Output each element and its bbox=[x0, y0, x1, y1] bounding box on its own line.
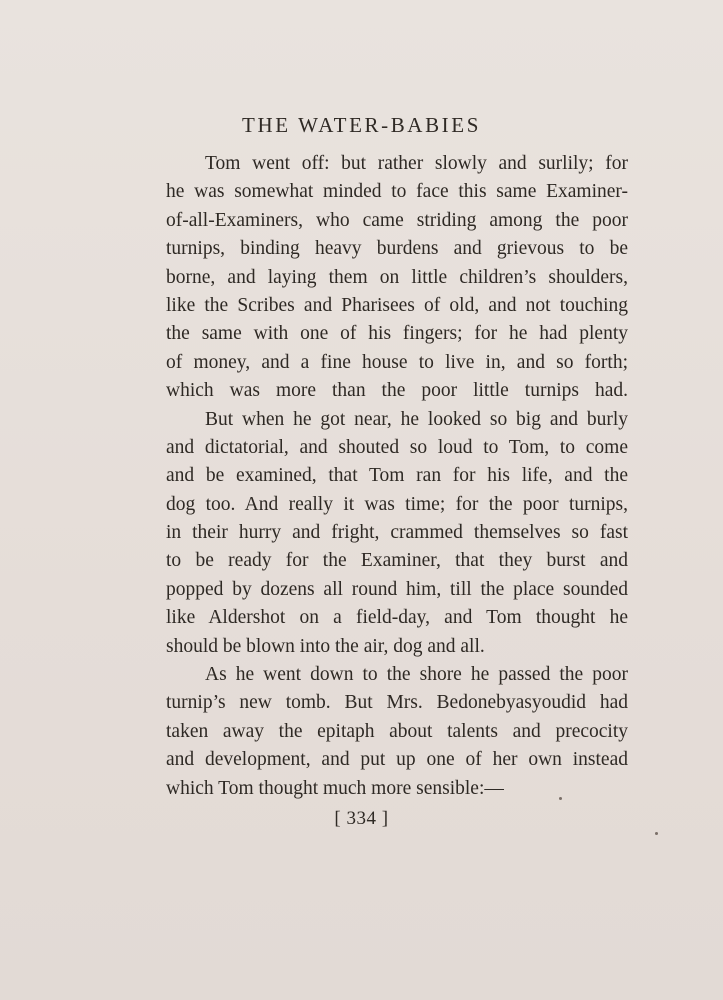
paragraph bbox=[166, 150, 628, 406]
text-line: borne, and laying them on little children’s shoulders, bbox=[166, 266, 628, 288]
text-line: and dictatorial, and shouted so loud to Tom, to come bbox=[166, 436, 628, 458]
text-line: he was somewhat minded to face this same Examiner- bbox=[166, 181, 628, 203]
text-line: in their hurry and fright, crammed themselves so fast bbox=[166, 522, 628, 544]
text-line: to be ready for the Examiner, that they burst and bbox=[166, 550, 628, 572]
text-line: But when he got near, he looked so big and burly bbox=[205, 408, 628, 430]
text-line: the same with one of his fingers; for he had plenty bbox=[166, 323, 628, 345]
text-line: of-all-Examiners, who came striding among the poor bbox=[166, 209, 628, 231]
text-line: which was more than the poor little turnips had. bbox=[166, 380, 628, 402]
text-line: turnips, binding heavy burdens and grievous to be bbox=[166, 238, 628, 260]
text-line: and be examined, that Tom ran for his life, and the bbox=[166, 465, 628, 487]
text-line: and development, and put up one of her own instead bbox=[166, 749, 628, 771]
paper-speck bbox=[559, 797, 562, 800]
paragraph bbox=[166, 406, 628, 662]
text-line: like Aldershot on a field-day, and Tom thought he bbox=[166, 607, 628, 629]
paper-speck bbox=[655, 832, 658, 835]
running-head: THE WATER-BABIES bbox=[242, 113, 481, 137]
text-line: which Tom thought much more sensible:— bbox=[166, 777, 504, 799]
text-line: dog too. And really it was time; for the poor turnips, bbox=[166, 493, 628, 515]
text-line: popped by dozens all round him, till the place sounded bbox=[166, 578, 628, 600]
text-line: As he went down to the shore he passed the poor bbox=[205, 664, 628, 686]
text-line: turnip’s new tomb. But Mrs. Bedonebyasyoudid had bbox=[166, 692, 628, 714]
text-line: like the Scribes and Pharisees of old, and not touching bbox=[166, 294, 628, 316]
text-line: of money, and a fine house to live in, and so forth; bbox=[166, 351, 628, 373]
page-number: [ 334 ] bbox=[334, 808, 389, 829]
text-line: taken away the epitaph about talents and precocity bbox=[166, 720, 628, 742]
text-line: should be blown into the air, dog and all. bbox=[166, 635, 485, 657]
text-line: Tom went off: but rather slowly and surlily; for bbox=[205, 153, 628, 174]
body-text bbox=[166, 150, 628, 803]
paragraph bbox=[166, 661, 628, 803]
